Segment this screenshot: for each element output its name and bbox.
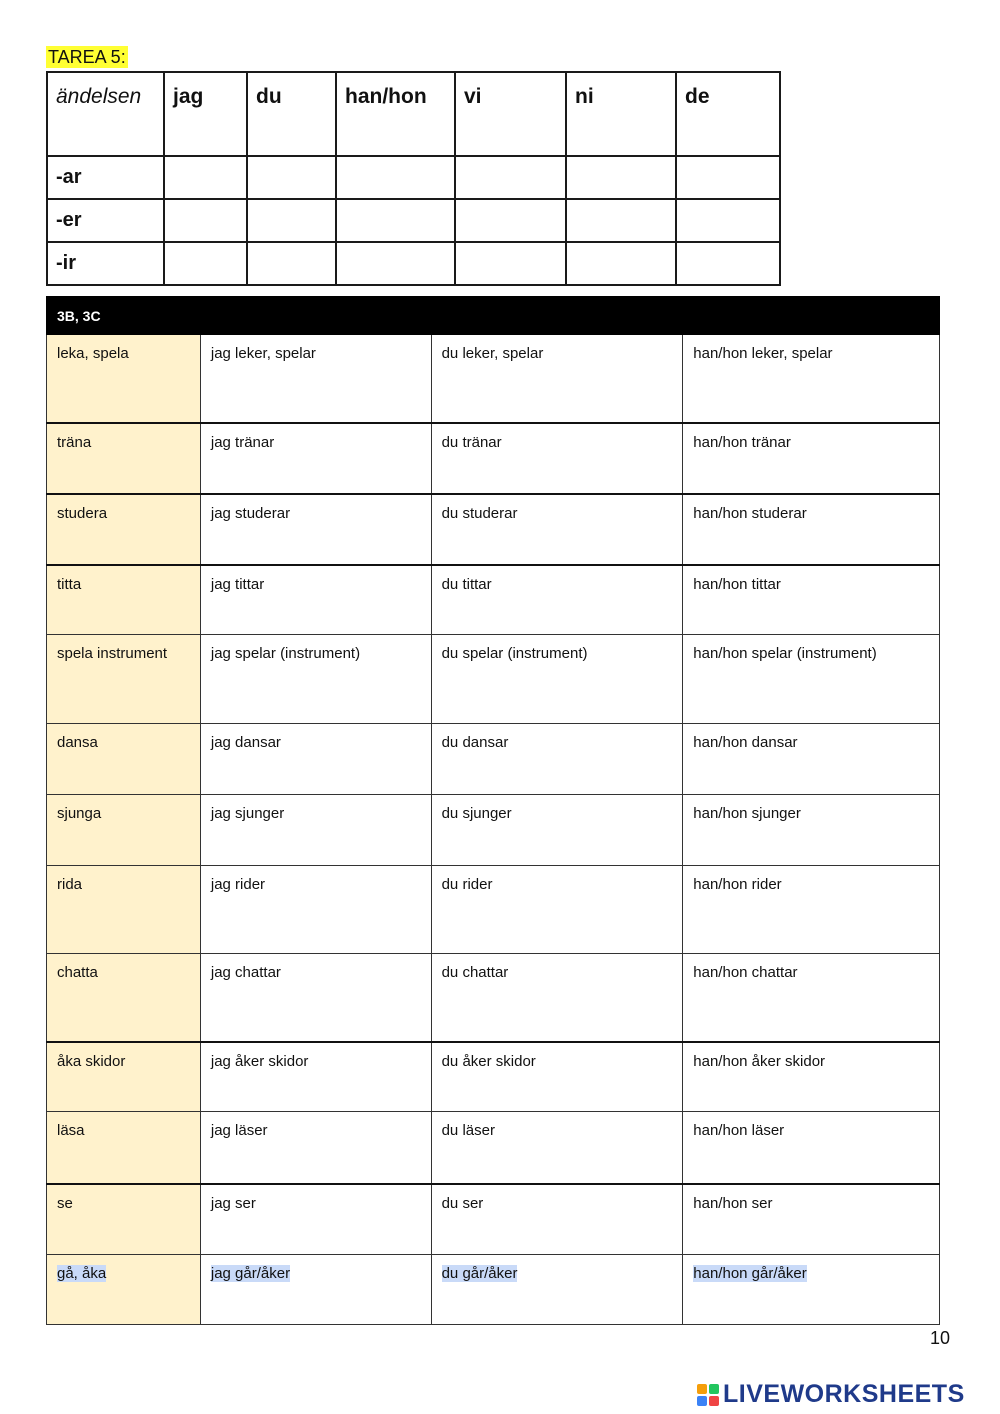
ending-row-ar <box>47 156 780 199</box>
du-form-cell: du spelar (instrument) <box>431 635 683 724</box>
ending-row-ir <box>47 242 780 285</box>
jag-form-cell: jag ser <box>200 1184 431 1255</box>
ending-label: -er <box>47 199 164 242</box>
verb-table-title-row <box>47 297 940 335</box>
infinitive-cell: studera <box>47 494 201 565</box>
answer-cell[interactable] <box>164 156 247 199</box>
answer-cell[interactable] <box>455 156 566 199</box>
jag-form-cell: jag åker skidor <box>200 1042 431 1112</box>
han-hon-form-cell: han/hon åker skidor <box>683 1042 940 1112</box>
table-row <box>47 954 940 1042</box>
jag-form-cell: jag spelar (instrument) <box>200 635 431 724</box>
han-hon-form-cell: han/hon tittar <box>683 565 940 635</box>
header-andelsen: ändelsen <box>47 72 164 156</box>
du-form-cell: du leker, spelar <box>431 335 683 423</box>
answer-cell[interactable] <box>247 199 336 242</box>
du-form-cell <box>431 1255 683 1325</box>
header-vi: vi <box>455 72 566 156</box>
jag-form-cell: jag läser <box>200 1112 431 1184</box>
answer-cell[interactable] <box>164 242 247 285</box>
table-row <box>47 635 940 724</box>
answer-cell[interactable] <box>336 199 455 242</box>
han-hon-form-cell: han/hon chattar <box>683 954 940 1042</box>
jag-form-cell: jag sjunger <box>200 795 431 866</box>
table-row <box>47 494 940 565</box>
infinitive-cell: leka, spela <box>47 335 201 423</box>
table-row <box>47 724 940 795</box>
du-form-cell: du dansar <box>431 724 683 795</box>
infinitive-cell: chatta <box>47 954 201 1042</box>
selected-text: han/hon går/åker <box>693 1265 807 1282</box>
answer-cell[interactable] <box>455 199 566 242</box>
du-form-cell: du läser <box>431 1112 683 1184</box>
table-row <box>47 423 940 494</box>
han-hon-form-cell: han/hon leker, spelar <box>683 335 940 423</box>
endings-header-row <box>47 72 780 156</box>
han-hon-form-cell: han/hon spelar (instrument) <box>683 635 940 724</box>
answer-cell[interactable] <box>455 242 566 285</box>
ending-label: -ar <box>47 156 164 199</box>
han-hon-form-cell: han/hon sjunger <box>683 795 940 866</box>
jag-form-cell: jag studerar <box>200 494 431 565</box>
table-row <box>47 1255 940 1325</box>
infinitive-cell: dansa <box>47 724 201 795</box>
answer-cell[interactable] <box>566 156 676 199</box>
table-row <box>47 795 940 866</box>
answer-cell[interactable] <box>164 199 247 242</box>
verb-conjugation-table <box>46 296 940 1325</box>
brand-name: LIVEWORKSHEETS <box>723 1380 965 1408</box>
answer-cell[interactable] <box>676 199 780 242</box>
answer-cell[interactable] <box>247 242 336 285</box>
task-label: TAREA 5: <box>48 47 126 67</box>
han-hon-form-cell: han/hon rider <box>683 866 940 954</box>
du-form-cell: du åker skidor <box>431 1042 683 1112</box>
table-row <box>47 335 940 423</box>
header-ni: ni <box>566 72 676 156</box>
answer-cell[interactable] <box>676 242 780 285</box>
header-jag: jag <box>164 72 247 156</box>
jag-form-cell: jag tittar <box>200 565 431 635</box>
selected-text: jag går/åker <box>210 1265 291 1282</box>
infinitive-cell: spela instrument <box>47 635 201 724</box>
answer-cell[interactable] <box>247 156 336 199</box>
table-row <box>47 1184 940 1255</box>
table-row <box>47 1112 940 1184</box>
header-du: du <box>247 72 336 156</box>
du-form-cell: du sjunger <box>431 795 683 866</box>
ending-row-er <box>47 199 780 242</box>
du-form-cell: du tränar <box>431 423 683 494</box>
infinitive-cell: titta <box>47 565 201 635</box>
han-hon-form-cell: han/hon läser <box>683 1112 940 1184</box>
answer-cell[interactable] <box>566 199 676 242</box>
header-de: de <box>676 72 780 156</box>
answer-cell[interactable] <box>566 242 676 285</box>
han-hon-form-cell: han/hon tränar <box>683 423 940 494</box>
answer-cell[interactable] <box>336 156 455 199</box>
jag-form-cell: jag chattar <box>200 954 431 1042</box>
infinitive-cell: träna <box>47 423 201 494</box>
ending-label: -ir <box>47 242 164 285</box>
du-form-cell: du studerar <box>431 494 683 565</box>
header-han-hon: han/hon <box>336 72 455 156</box>
liveworksheets-logo-icon <box>697 1384 719 1406</box>
table-row <box>47 565 940 635</box>
infinitive-cell: läsa <box>47 1112 201 1184</box>
infinitive-cell: sjunga <box>47 795 201 866</box>
infinitive-cell <box>47 1255 201 1325</box>
infinitive-cell: åka skidor <box>47 1042 201 1112</box>
infinitive-cell: rida <box>47 866 201 954</box>
infinitive-cell: se <box>47 1184 201 1255</box>
selected-text: du går/åker <box>441 1265 518 1282</box>
jag-form-cell: jag tränar <box>200 423 431 494</box>
han-hon-form-cell <box>683 1255 940 1325</box>
table-row <box>47 866 940 954</box>
jag-form-cell: jag rider <box>200 866 431 954</box>
endings-table <box>46 71 781 286</box>
selected-text: gå, åka <box>57 1265 107 1282</box>
answer-cell[interactable] <box>676 156 780 199</box>
page-number: 10 <box>930 1328 951 1348</box>
han-hon-form-cell: han/hon dansar <box>683 724 940 795</box>
du-form-cell: du chattar <box>431 954 683 1042</box>
table-row <box>47 1042 940 1112</box>
answer-cell[interactable] <box>336 242 455 285</box>
du-form-cell: du ser <box>431 1184 683 1255</box>
verb-table-title: 3B, 3C <box>47 297 940 335</box>
han-hon-form-cell: han/hon ser <box>683 1184 940 1255</box>
du-form-cell: du rider <box>431 866 683 954</box>
du-form-cell: du tittar <box>431 565 683 635</box>
han-hon-form-cell: han/hon studerar <box>683 494 940 565</box>
brand-logo <box>697 1380 965 1409</box>
jag-form-cell: jag dansar <box>200 724 431 795</box>
jag-form-cell <box>200 1255 431 1325</box>
jag-form-cell: jag leker, spelar <box>200 335 431 423</box>
